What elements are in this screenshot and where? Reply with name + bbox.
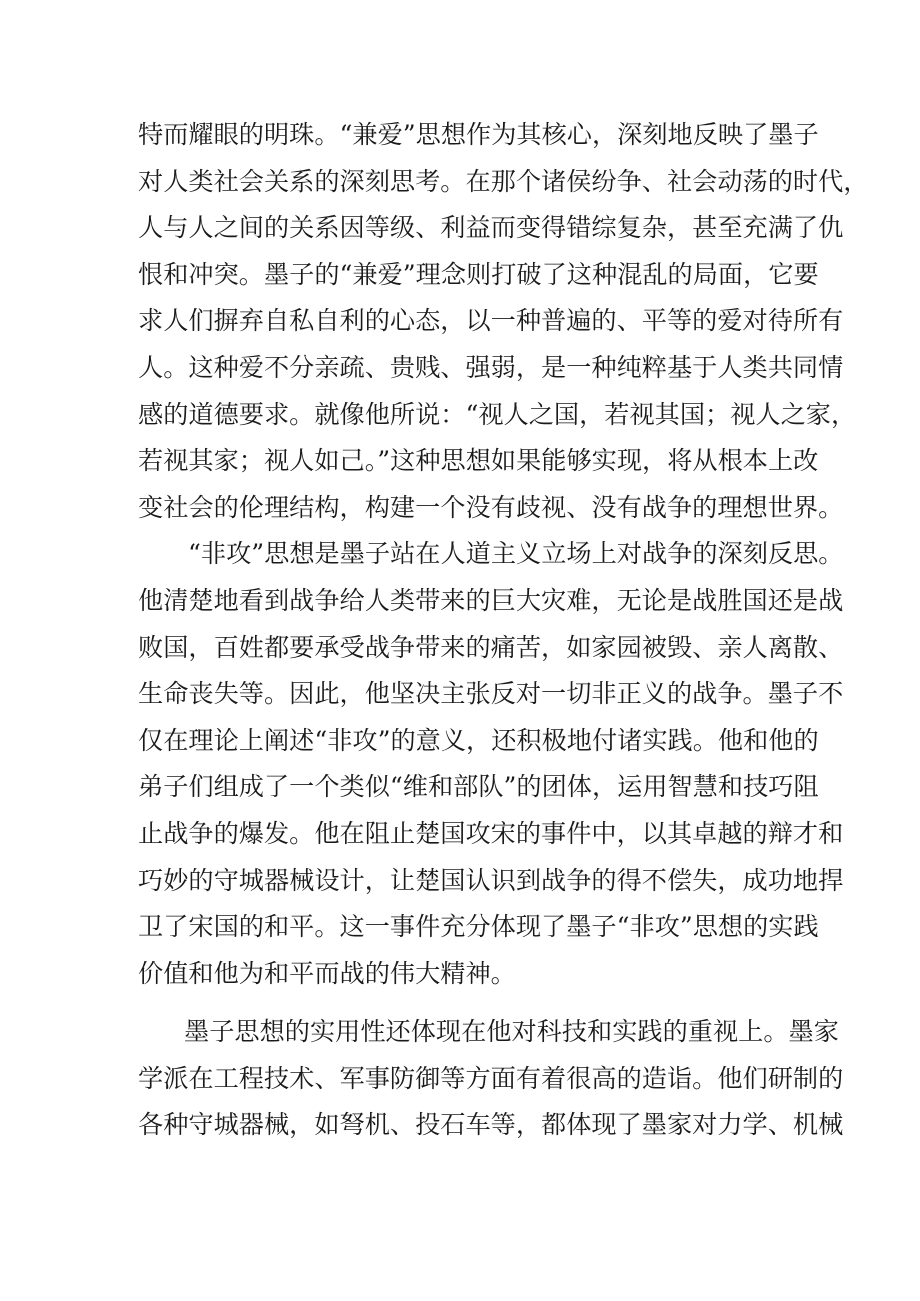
text-line: 卫了宋国的和平。这一事件充分体现了墨子“非攻”思想的实践 <box>138 912 819 942</box>
text-line: 人。这种爱不分亲疏、贵贱、强弱，是一种纯粹基于人类共同情 <box>138 352 844 382</box>
text-line: “非攻”思想是墨子站在人道主义立场上对战争的深刻反思。 <box>188 539 844 569</box>
paragraph-feigong <box>138 531 844 997</box>
text-line: 恨和冲突。墨子的“兼爱”理念则打破了这种混乱的局面，它要 <box>138 259 819 289</box>
text-line: 生命丧失等。因此，他坚决主张反对一切非正义的战争。墨子不 <box>138 679 844 709</box>
text-line: 感的道德要求。就像他所说：“视人之国，若视其国；视人之家， <box>138 399 857 429</box>
text-line: 巧妙的守城器械设计，让楚国认识到战争的得不偿失，成功地捍 <box>138 865 844 895</box>
text-line: 特而耀眼的明珠。“兼爱”思想作为其核心，深刻地反映了墨子 <box>138 120 819 149</box>
text-line: 各种守城器械，如弩机、投石车等，都体现了墨家对力学、机械 <box>138 1110 844 1140</box>
text-line: 若视其家；视人如己。”这种思想如果能够实现，将从根本上改 <box>138 446 819 476</box>
text-line: 变社会的伦理结构，构建一个没有歧视、没有战争的理想世界。 <box>138 492 844 522</box>
text-line: 墨子思想的实用性还体现在他对科技和实践的重视上。墨家 <box>184 1017 839 1047</box>
text-line: 人与人之间的关系因等级、利益而变得错综复杂，甚至充满了仇 <box>138 213 844 243</box>
text-line: 对人类社会关系的深刻思考。在那个诸侯纷争、社会动荡的时代， <box>138 166 869 196</box>
text-line: 弟子们组成了一个类似“维和部队”的团体，运用智慧和技巧阻 <box>138 772 819 802</box>
text-line: 学派在工程技术、军事防御等方面有着很高的造诣。他们研制的 <box>138 1063 844 1093</box>
text-line: 止战争的爆发。他在阻止楚国攻宋的事件中，以其卓越的辩才和 <box>138 818 844 848</box>
text-line: 仅在理论上阐述“非攻”的意义，还积极地付诸实践。他和他的 <box>138 725 819 755</box>
text-line: 求人们摒弃自私自利的心态，以一种普遍的、平等的爱对待所有 <box>138 306 844 336</box>
text-line: 败国，百姓都要承受战争带来的痛苦，如家园被毁、亲人离散、 <box>138 632 844 662</box>
text-line: 价值和他为和平而战的伟大精神。 <box>138 958 516 988</box>
body-text <box>138 112 869 1149</box>
text-line: 他清楚地看到战争给人类带来的巨大灾难，无论是战胜国还是战 <box>138 585 844 615</box>
paragraph-spacer <box>138 997 798 1009</box>
paragraph-shiyong <box>138 1009 844 1149</box>
paragraph-jianai <box>138 112 869 531</box>
